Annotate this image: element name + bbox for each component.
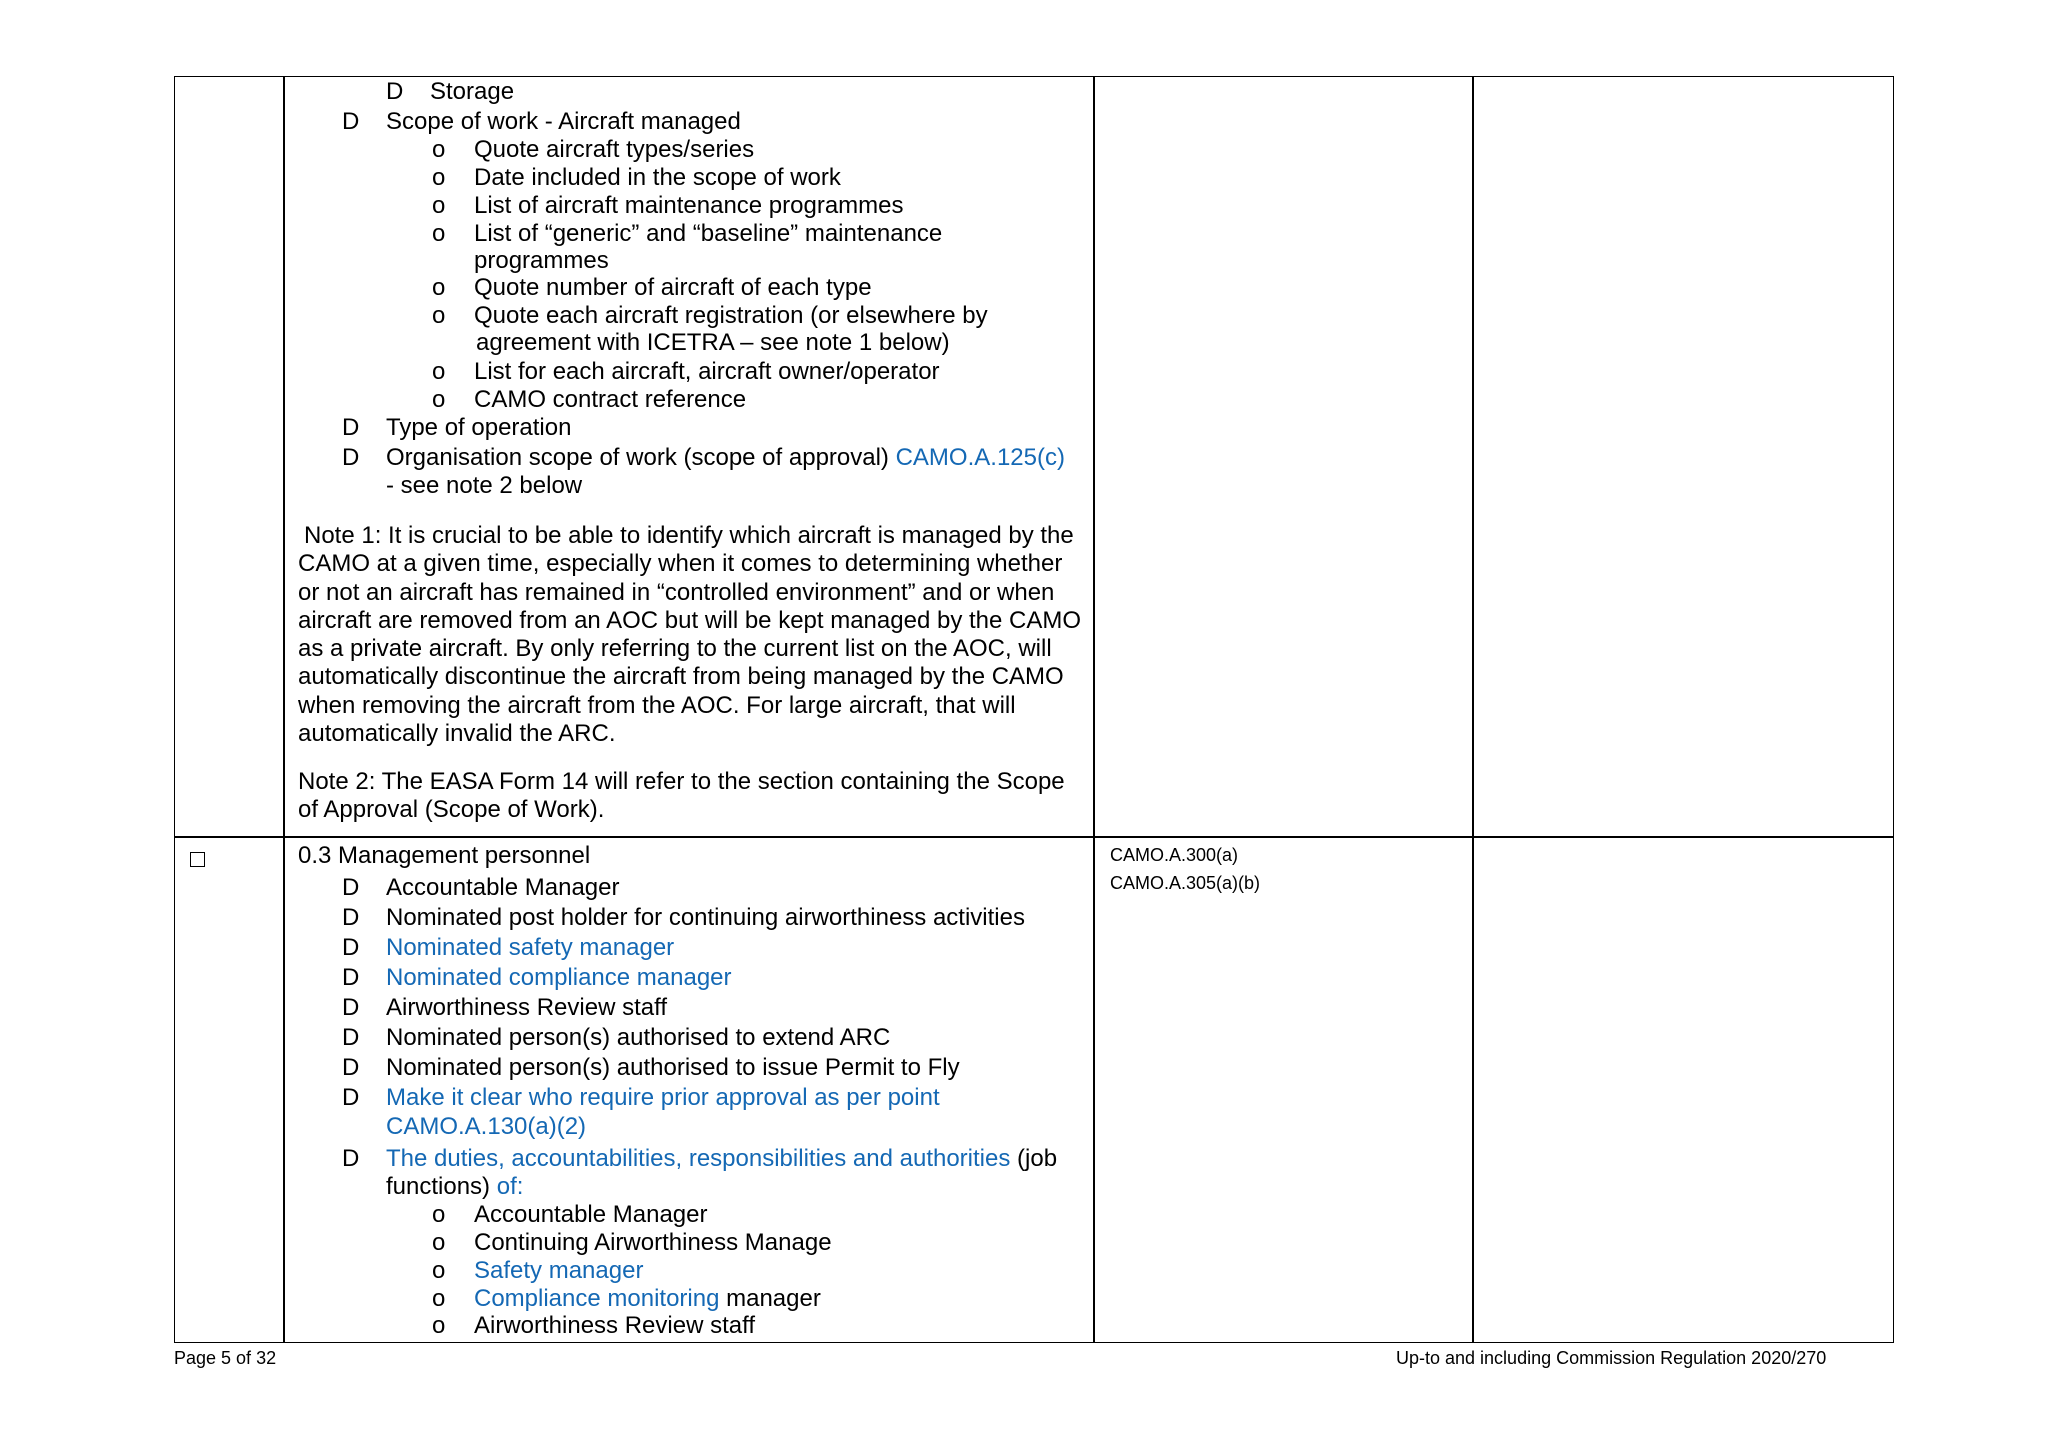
list-marker: o <box>432 1201 446 1228</box>
regulation-ref: CAMO.A.300(a) <box>1110 845 1239 865</box>
list-marker: o <box>432 220 446 247</box>
list-item: - see note 2 below <box>386 472 583 499</box>
column-divider <box>1472 77 1474 1342</box>
list-item[interactable]: Nominated compliance manager <box>386 964 732 991</box>
list-item: Accountable Manager <box>474 1201 708 1228</box>
list-item: Date included in the scope of work <box>474 164 841 191</box>
list-marker: D <box>342 1145 360 1172</box>
list-marker: D <box>342 874 360 901</box>
list-item: Compliance monitoring manager <box>474 1285 821 1312</box>
list-item: Airworthiness Review staff <box>386 994 667 1021</box>
column-divider <box>283 77 285 1342</box>
list-item: List of aircraft maintenance programmes <box>474 192 904 219</box>
row-divider <box>175 836 1893 838</box>
list-item[interactable]: Make it clear who require prior approval as per point <box>386 1084 940 1111</box>
list-marker: D <box>342 904 360 931</box>
list-item: Accountable Manager <box>386 874 620 901</box>
list-marker: o <box>432 358 446 385</box>
list-marker: o <box>432 274 446 301</box>
regulation-link[interactable]: CAMO.A.125(c) <box>895 444 1065 471</box>
column-divider <box>1093 77 1095 1342</box>
list-item: Quote number of aircraft of each type <box>474 274 872 301</box>
note-1-text: Note 1: It is crucial to be able to identify which aircraft is managed by the CAMO at a given time, especially when it comes to determining whether or not an aircraft has remained in “controlled environment” and or when aircraft are removed from an AOC but will be kept managed by the CAMO as a private aircraft. By only referring to the current list on the AOC, will automatically discontinue the aircraft from being managed by the CAMO when removing the aircraft from the AOC. For large aircraft, that will automatically invalid the ARC. <box>298 522 1082 748</box>
list-item: Safety manager <box>474 1257 644 1284</box>
list-item: Nominated person(s) authorised to issue Permit to Fly <box>386 1054 960 1081</box>
page-number: Page 5 of 32 <box>174 1348 277 1368</box>
list-marker: o <box>432 1312 446 1339</box>
list-item[interactable]: Nominated safety manager <box>386 934 675 961</box>
list-marker: D <box>342 444 360 471</box>
list-marker: D <box>342 994 360 1021</box>
list-marker: o <box>432 1257 446 1284</box>
list-marker: D <box>342 108 360 135</box>
duties-line-1: The duties, accountabilities, responsibilities and authorities (job <box>386 1145 1058 1172</box>
note-2-text: Note 2: The EASA Form 14 will refer to the section containing the Scope of Approval (Scope of Work). <box>298 768 1065 824</box>
list-item: Quote aircraft types/series <box>474 136 755 163</box>
list-item: List for each aircraft, aircraft owner/operator <box>474 358 940 385</box>
section-heading: 0.3 Management personnel <box>298 842 591 869</box>
list-marker: o <box>432 1285 446 1312</box>
list-item: programmes <box>474 247 609 274</box>
list-marker: D <box>342 1054 360 1081</box>
list-item: Quote each aircraft registration (or elsewhere by <box>474 302 988 329</box>
list-item: Organisation scope of work (scope of approval) CAMO.A.125(c) <box>386 444 1065 471</box>
list-marker: D <box>342 1084 360 1111</box>
regulation-ref: CAMO.A.305(a)(b) <box>1110 873 1261 893</box>
list-item: List of “generic” and “baseline” maintenance <box>474 220 943 247</box>
list-marker: o <box>432 192 446 219</box>
list-marker: D <box>342 414 360 441</box>
checkbox[interactable] <box>190 852 205 867</box>
list-item: Continuing Airworthiness Manage <box>474 1229 832 1256</box>
list-marker: D <box>342 964 360 991</box>
note-1 <box>298 522 1088 748</box>
list-item: Storage <box>430 78 515 105</box>
list-marker: o <box>432 164 446 191</box>
list-marker: D <box>386 78 404 105</box>
list-item: Airworthiness Review staff <box>474 1312 755 1339</box>
duties-link[interactable]: The duties, accountabilities, responsibilities and authorities <box>386 1145 1011 1172</box>
list-item: Type of operation <box>386 414 572 441</box>
list-marker: D <box>342 1024 360 1051</box>
list-item: Nominated person(s) authorised to extend ARC <box>386 1024 891 1051</box>
duties-line-2: functions) of: <box>386 1173 524 1200</box>
list-item: Scope of work - Aircraft managed <box>386 108 741 135</box>
note-2 <box>298 768 1088 825</box>
list-item: CAMO contract reference <box>474 386 747 413</box>
list-marker: o <box>432 136 446 163</box>
list-marker: D <box>342 934 360 961</box>
list-marker: o <box>432 386 446 413</box>
list-item: Nominated post holder for continuing airworthiness activities <box>386 904 1025 931</box>
regulation-footer: Up-to and including Commission Regulation 2020/270 <box>1396 1348 1827 1368</box>
list-item[interactable]: CAMO.A.130(a)(2) <box>386 1113 587 1140</box>
list-marker: o <box>432 302 446 329</box>
list-marker: o <box>432 1229 446 1256</box>
list-item: agreement with ICETRA – see note 1 below) <box>476 329 950 356</box>
